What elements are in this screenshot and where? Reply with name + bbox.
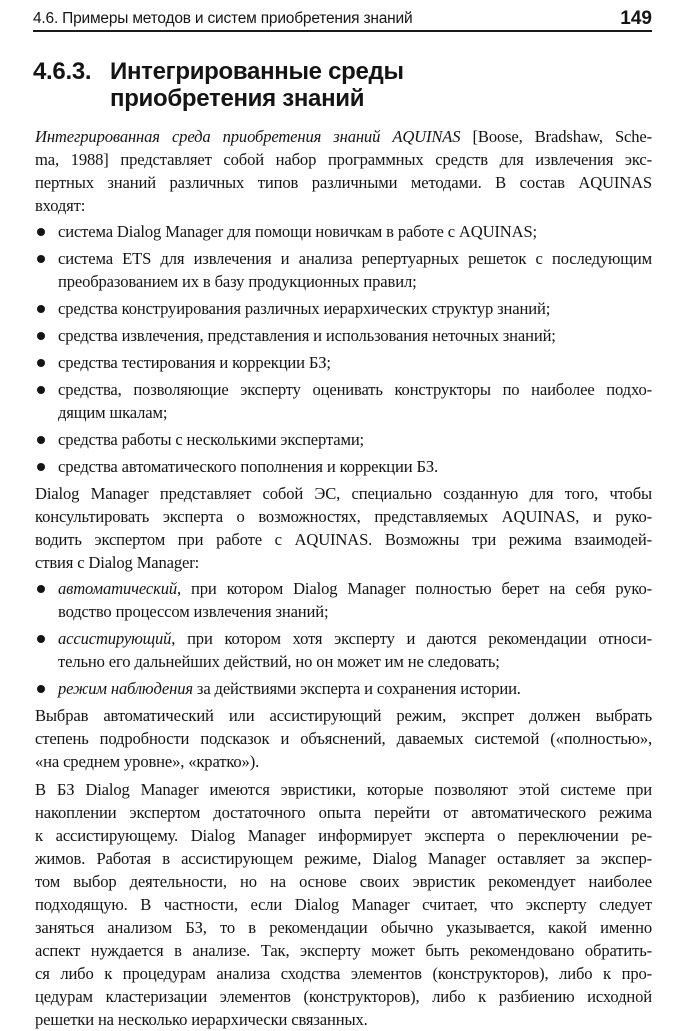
bullet-icon: [37, 585, 45, 593]
mode-term: ассистирующий: [58, 629, 172, 648]
section-title-line-1: Интегрированные среды: [110, 58, 404, 85]
list-item: система ETS для извлечения и анализа репертуарных решеток с последующим преобразованием их в базу продукционных правил;: [35, 247, 652, 293]
detail-level-paragraph: Выбрав автоматический или ассистирующий режим, экспрет должен выбрать степень подробности подсказок и объяснений, даваемых системой («полностью», «на среднем уровне», «кратко»).: [35, 706, 652, 771]
list-item: ассистирующий, при котором хотя эксперту и даются рекомендации относи- тельно его дальнейших действий, но он может им не следовать;: [35, 627, 652, 673]
list-item: режим наблюдения за действиями эксперта и сохранения истории.: [35, 677, 652, 700]
bullet-icon: [37, 463, 45, 471]
list-item: средства работы с несколькими экспертами;: [35, 428, 652, 451]
list-item: автоматический, при котором Dialog Manager полностью берет на себя руко- водство процессом извлечения знаний;: [35, 577, 652, 623]
bullet-icon: [37, 635, 45, 643]
mode-term: режим наблюдения: [58, 679, 193, 698]
list-item: средства автоматического пополнения и коррекции БЗ.: [35, 455, 652, 478]
bullet-icon: [37, 255, 45, 263]
list-item: средства тестирования и коррекции БЗ;: [35, 351, 652, 374]
bullet-icon: [37, 685, 45, 693]
list-item: средства извлечения, представления и использования неточных знаний;: [35, 324, 652, 347]
list-item: система Dialog Manager для помощи новичкам в работе с AQUINAS;: [35, 220, 652, 243]
bullet-icon: [37, 386, 45, 394]
intro-italic-lead: Интегрированная среда приобретения знаний AQUINAS: [35, 127, 461, 146]
running-header-section-title: 4.6. Примеры методов и систем приобретения знаний: [33, 10, 413, 27]
mode-term: автоматический: [58, 579, 177, 598]
bullet-icon: [37, 436, 45, 444]
section-title: [110, 58, 610, 112]
aquinas-components-list: [35, 220, 652, 478]
running-header: [33, 8, 652, 32]
dialog-manager-paragraph: Dialog Manager представляет собой ЭС, специально созданную для того, чтобы консультировать эксперта о возможностях, представляемых AQUINAS, и руко- водить экспертом при работе с AQUINAS. Возможны три режима взаимодей- ствия с Dialog Manager:: [35, 484, 652, 572]
bullet-icon: [37, 305, 45, 313]
section-number: 4.6.3.: [33, 58, 92, 85]
body-text: [35, 125, 652, 1031]
intro-paragraph: Интегрированная среда приобретения знаний AQUINAS [Boose, Bradshaw, Sche- ma, 1988] представляет собой набор программных средств для извлечения экс- пертных знаний различных типов различными методами. В состав AQUINAS входят:: [35, 127, 652, 215]
section-title-line-2: приобретения знаний: [110, 85, 365, 112]
bullet-icon: [37, 359, 45, 367]
page-number: 149: [620, 8, 652, 29]
bullet-icon: [37, 332, 45, 340]
heuristics-paragraph: В БЗ Dialog Manager имеются эвристики, которые позволяют этой системе при накоплении экспертом достаточного опыта перейти от автоматического режима к ассистирующему. Dialog Manager информирует эксперта о переключении ре- жимов. Работая в ассистирующем режиме, Dialog Manager оставляет за экспер- том выбор деятельности, но на основе своих эвристик рекомендует наиболее подходящую. В частности, если Dialog Manager считает, что эксперту следует заняться анализом БЗ, то в рекомендации обычно указывается, какой именно аспект нуждается в анализе. Так, эксперту может быть рекомендовано обратить- ся либо к процедурам анализа сходства элементов (конструкторов), либо к про- цедурам кластеризации элементов (конструкторов), либо к разбиению исходной решетки на несколько иерархически связанных.: [35, 780, 652, 1029]
list-item: средства, позволяющие эксперту оценивать конструкторы по наиболее подхо- дящим шкалам;: [35, 378, 652, 424]
list-item: средства конструирования различных иерархических структур знаний;: [35, 297, 652, 320]
interaction-modes-list: [35, 577, 652, 700]
bullet-icon: [37, 228, 45, 236]
